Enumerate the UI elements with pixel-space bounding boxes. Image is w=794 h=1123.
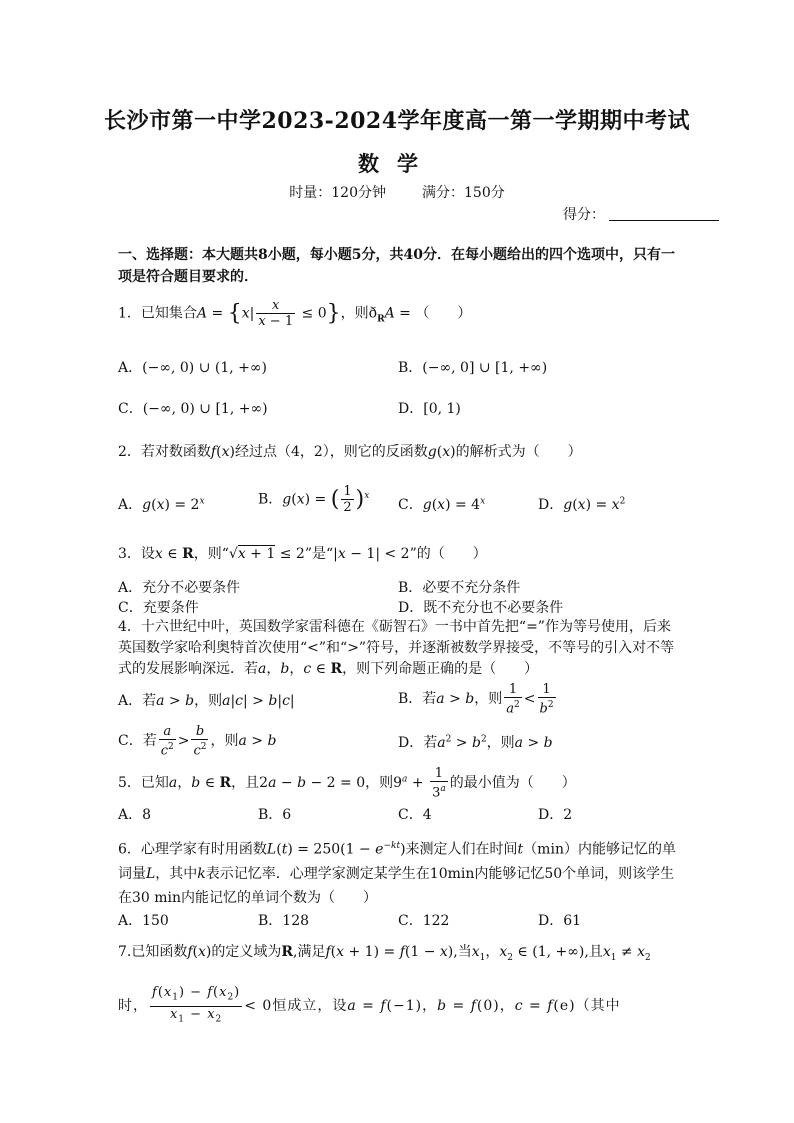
q5-stem: 5．已知a，b ∈ R，且2a − b − 2 = 0，则$9^a$ + $\frac{1}{3^a}$ 的最小值为（ ） — [118, 766, 576, 801]
q3-option-a[interactable]: A．充分不必要条件 — [118, 580, 241, 596]
q3-option-b[interactable]: B．必要不充分条件 — [398, 580, 521, 596]
q2-option-a[interactable]: A．$g(x) = 2^x$ — [118, 496, 205, 513]
q2-option-b[interactable]: B．g(x) = ( $\frac{1}{2}$ )$^x$ — [258, 484, 370, 515]
q1-option-a[interactable]: A．(−∞, 0) ∪ (1, +∞) — [118, 360, 268, 376]
section-heading: 一、选择题：本大题共8小题，每小题5分，共40分．在每小题给出的四个选项中，只有一项是符合题目要求的． — [118, 247, 675, 285]
q6-option-d[interactable]: D．61 — [538, 913, 582, 929]
q1-option-c[interactable]: C．(−∞, 0) ∪ [1, +∞) — [118, 401, 268, 417]
q6-option-c[interactable]: C．122 — [398, 913, 450, 929]
q4-option-c[interactable]: C．若 $\frac{a}{c^2}$ > $\frac{b}{c^2}$ ，则a > b — [118, 724, 277, 759]
q4-option-d[interactable]: D．若$a^2 > b^2$，则a > b — [398, 734, 553, 751]
full-score: 满分：150分 — [422, 185, 505, 201]
q4-option-b[interactable]: B．若a > b，则 $\frac{1}{a^2}$ < $\frac{1}{b^2}$ — [398, 682, 554, 717]
q4-option-a[interactable]: A．若a > b，则a|c| > b|c| — [118, 693, 295, 709]
q1-option-b[interactable]: B．(−∞, 0] ∪ [1, +∞) — [398, 360, 548, 376]
q1-stem: 1．已知集合A = {x| $\frac{x}{x - 1}$ ≤ 0}，则$ð_RA$ = （ ） — [118, 298, 472, 329]
q3-option-d[interactable]: D．既不充分也不必要条件 — [398, 600, 564, 616]
q6-option-a[interactable]: A．150 — [118, 913, 169, 929]
time-limit: 时量：120分钟 — [289, 185, 386, 201]
score-field[interactable] — [563, 204, 719, 224]
score-blank[interactable] — [609, 206, 719, 221]
q4-stem: 4．十六世纪中叶，英国数学家雷科德在《砺智石》一书中首先把“=”作为等号使用，后来英国数学家哈利奥特首次使用“<”和“>”符号，并逐渐被数学界接受，不等号的引入对不等式的发展影响深远．若a，b，c ∈ R，则下列命题正确的是（ ） — [118, 619, 675, 677]
q3-stem: 3．设x ∈ R，则“√x + 1 ≤ 2”是“|x − 1| < 2”的（ ） — [118, 546, 487, 562]
q3-option-c[interactable]: C．充要条件 — [118, 600, 199, 616]
exam-title: 长沙市第一中学2023-2024学年度高一第一学期期中考试 — [103, 108, 691, 134]
q6-stem: 6．心理学家有时用函数$L(t) = 250(1 - e^{-kt})$来测定人们在时间t（min）内能够记忆的单词量L，其中k表示记忆率．心理学家测定某学生在10min内能够记忆50个单词，则该学生在30 min内能记忆的单词个数为（ ） — [118, 841, 676, 906]
subject-title: 数学 — [358, 151, 436, 176]
exam-meta — [0, 182, 794, 202]
q7-stem-line1: 7.已知函数f(x)的定义域为R,满足f(x + 1) = f(1 − x),当$x_1$，$x_2$ ∈ (1, +∞),且$x_1 \ne x_2$ — [118, 944, 651, 963]
score-label: 得分： — [563, 207, 605, 223]
q7-stem-line2: 时， $\frac{f(x_1) - f(x_2)}{x_1 - x_2}$ < 0恒成立，设a = f(−1)，b = f(0)，c = f(e)（其中 — [118, 985, 621, 1025]
q5-option-d[interactable]: D．2 — [538, 807, 573, 823]
q2-option-c[interactable]: C．$g(x) = 4^x$ — [398, 496, 486, 513]
q6-option-b[interactable]: B．128 — [258, 913, 310, 929]
q5-option-a[interactable]: A．8 — [118, 807, 152, 823]
q1-option-d[interactable]: D．[0, 1) — [398, 401, 461, 417]
q2-stem: 2．若对数函数f(x)经过点（4，2），则它的反函数g(x)的解析式为（ ） — [118, 444, 582, 460]
q5-option-b[interactable]: B．6 — [258, 807, 292, 823]
q5-option-c[interactable]: C．4 — [398, 807, 432, 823]
q2-option-d[interactable]: D．$g(x) = x^2$ — [538, 496, 626, 513]
